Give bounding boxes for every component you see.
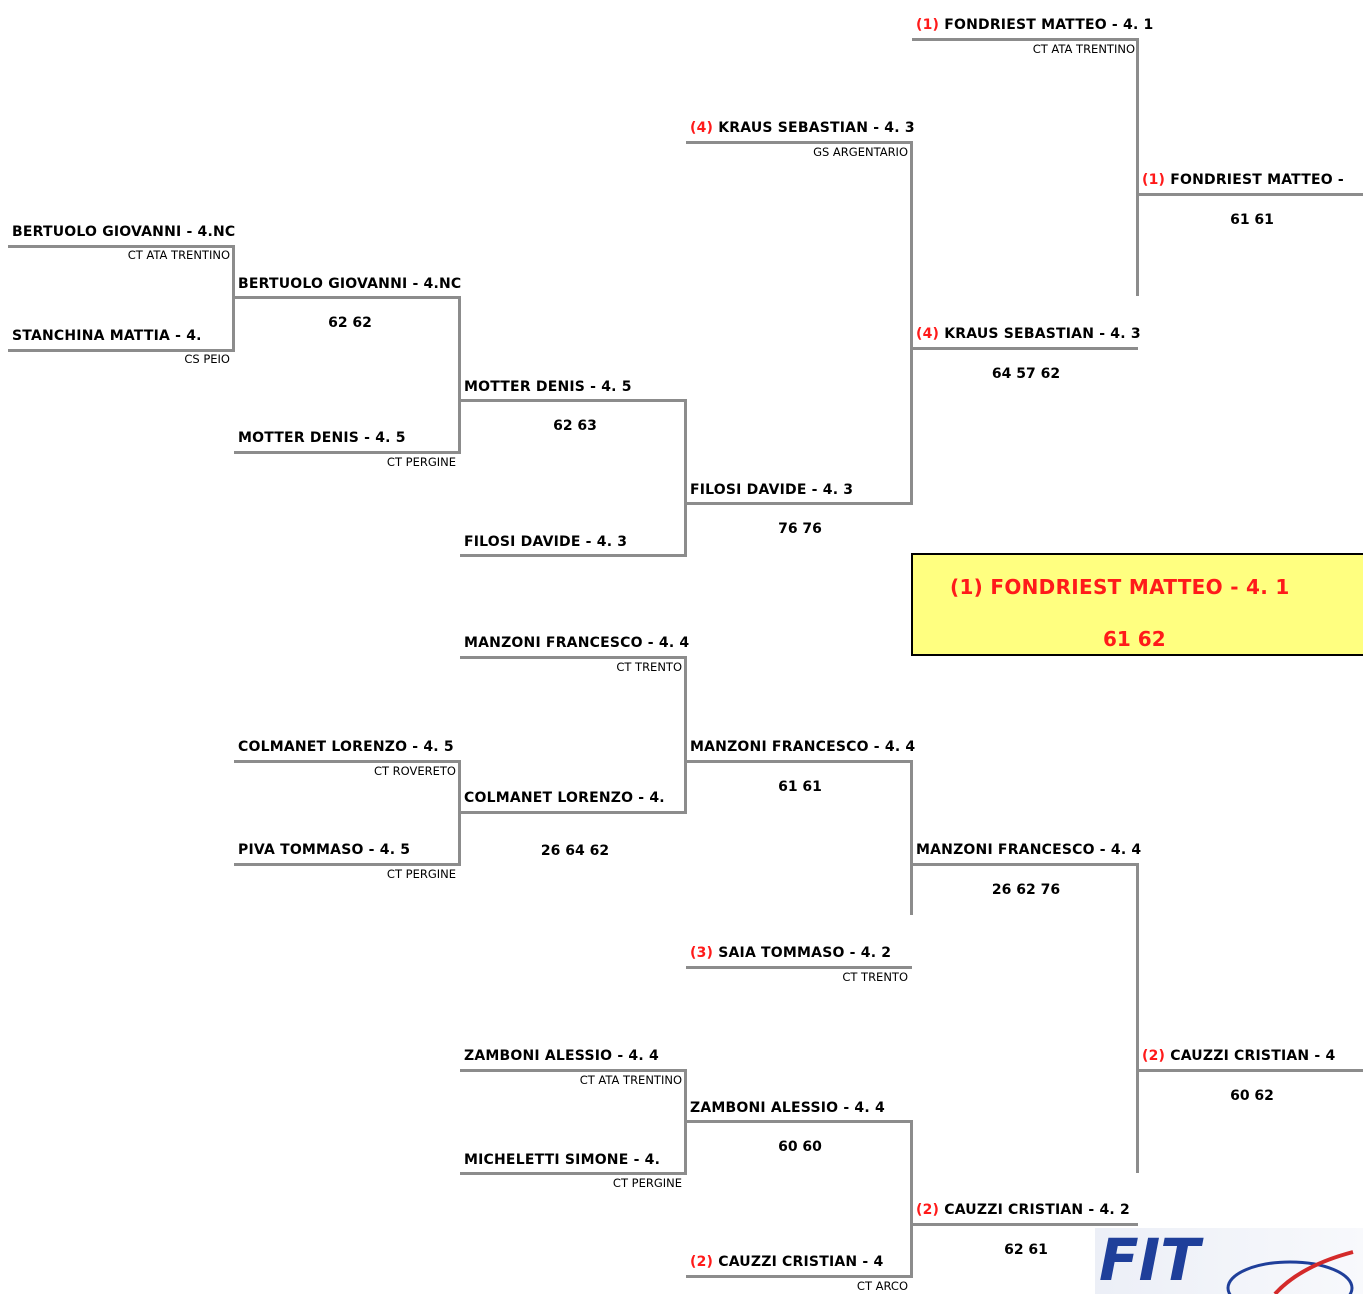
player-name: COLMANET LORENZO - 4. xyxy=(464,790,665,806)
champion-box xyxy=(911,553,1363,656)
seed-number: (2) xyxy=(690,1254,714,1270)
bracket-line xyxy=(234,296,460,299)
match-score: 76 76 xyxy=(778,521,822,537)
bracket-line xyxy=(684,656,687,814)
match-score: 60 62 xyxy=(1230,1088,1274,1104)
player-name: MANZONI FRANCESCO - 4. 4 xyxy=(690,739,916,755)
match-score: 26 64 62 xyxy=(540,843,610,859)
bracket-line xyxy=(686,966,912,969)
bracket-line xyxy=(684,399,687,557)
player-club: CT TRENTO xyxy=(842,970,908,984)
bracket-line xyxy=(910,141,913,505)
match-score: 60 60 xyxy=(778,1139,822,1155)
player-club: CT PERGINE xyxy=(386,867,456,881)
player-name: STANCHINA MATTIA - 4. xyxy=(12,328,202,344)
match-score: 62 61 xyxy=(1004,1242,1048,1258)
player-name: FILOSI DAVIDE - 4. 3 xyxy=(464,534,628,550)
player-name-text: KRAUS SEBASTIAN - 4. 3 xyxy=(718,120,915,136)
player-name: ZAMBONI ALESSIO - 4. 4 xyxy=(690,1100,885,1116)
seed-number: (4) xyxy=(916,326,940,342)
seed-number: (3) xyxy=(690,945,714,961)
player-name-text: CAUZZI CRISTIAN - 4. 2 xyxy=(944,1202,1130,1218)
bracket-line xyxy=(1136,38,1139,296)
bracket-line xyxy=(686,141,912,144)
bracket-line xyxy=(234,760,460,763)
player-club: GS ARGENTARIO xyxy=(813,145,908,159)
champion-seed: (1) xyxy=(950,575,984,599)
match-score: 64 57 62 xyxy=(991,366,1061,382)
player-name xyxy=(690,945,891,961)
seed-number: (1) xyxy=(916,17,940,33)
player-name: BERTUOLO GIOVANNI - 4.NC xyxy=(12,224,236,240)
player-name-text: CAUZZI CRISTIAN - 4 xyxy=(1170,1048,1336,1064)
bracket-line xyxy=(460,811,686,814)
player-club: CT TRENTO xyxy=(616,660,682,674)
player-name xyxy=(916,326,1141,342)
bracket-line xyxy=(234,451,460,454)
player-name xyxy=(916,1202,1130,1218)
match-score: 62 63 xyxy=(553,418,597,434)
bracket-line xyxy=(460,656,686,659)
player-name-text: FONDRIEST MATTEO - xyxy=(1170,172,1344,188)
player-club: CT ATA TRENTINO xyxy=(1032,42,1135,56)
bracket-line xyxy=(460,554,686,557)
player-name-text: KRAUS SEBASTIAN - 4. 3 xyxy=(944,326,1141,342)
player-name: ZAMBONI ALESSIO - 4. 4 xyxy=(464,1048,659,1064)
seed-number: (4) xyxy=(690,120,714,136)
fit-logo-text: FIT xyxy=(1099,1226,1200,1294)
bracket-line xyxy=(1138,1069,1363,1072)
champion-name-text: FONDRIEST MATTEO - 4. 1 xyxy=(990,575,1290,599)
seed-number: (2) xyxy=(916,1202,940,1218)
bracket-line xyxy=(1138,193,1363,196)
bracket-line xyxy=(686,760,912,763)
match-score: 26 62 76 xyxy=(991,882,1061,898)
bracket-line xyxy=(1136,863,1139,1173)
player-club: CT ARCO xyxy=(856,1279,908,1293)
bracket-line xyxy=(910,1120,913,1278)
bracket-line xyxy=(460,399,686,402)
player-name: BERTUOLO GIOVANNI - 4.NC xyxy=(238,276,462,292)
match-score: 61 61 xyxy=(1230,212,1274,228)
fit-logo-graphic xyxy=(1095,1222,1363,1294)
bracket-line xyxy=(912,863,1138,866)
bracket-line xyxy=(686,1275,912,1278)
player-name: MOTTER DENIS - 4. 5 xyxy=(464,379,632,395)
bracket-line xyxy=(460,1172,686,1175)
bracket-line xyxy=(910,760,913,915)
fit-logo xyxy=(1095,1222,1363,1294)
player-name-text: CAUZZI CRISTIAN - 4 xyxy=(718,1254,884,1270)
player-name xyxy=(916,17,1153,33)
bracket-line xyxy=(912,347,1138,350)
player-club: CT ROVERETO xyxy=(373,764,456,778)
bracket-line xyxy=(234,863,460,866)
player-name: MOTTER DENIS - 4. 5 xyxy=(238,430,406,446)
champion-score: 61 62 xyxy=(1103,627,1166,651)
player-name: FILOSI DAVIDE - 4. 3 xyxy=(690,482,854,498)
match-score: 61 61 xyxy=(778,779,822,795)
seed-number: (1) xyxy=(1142,172,1166,188)
bracket-line xyxy=(686,502,912,505)
player-name: MICHELETTI SIMONE - 4. xyxy=(464,1152,661,1168)
match-score: 62 62 xyxy=(328,315,372,331)
player-name-text: SAIA TOMMASO - 4. 2 xyxy=(718,945,892,961)
bracket-line xyxy=(458,296,461,454)
seed-number: (2) xyxy=(1142,1048,1166,1064)
player-name: MANZONI FRANCESCO - 4. 4 xyxy=(464,635,690,651)
player-club: CT ATA TRENTINO xyxy=(127,248,230,262)
player-name: PIVA TOMMASO - 4. 5 xyxy=(238,842,411,858)
player-name: MANZONI FRANCESCO - 4. 4 xyxy=(916,842,1142,858)
bracket-line xyxy=(912,38,1138,41)
player-club: CT ATA TRENTINO xyxy=(579,1073,682,1087)
player-name xyxy=(690,1254,883,1270)
player-name xyxy=(690,120,915,136)
player-name-text: FONDRIEST MATTEO - 4. 1 xyxy=(944,17,1154,33)
bracket-line xyxy=(686,1120,912,1123)
player-name xyxy=(1142,1048,1335,1064)
player-club: CT PERGINE xyxy=(386,455,456,469)
champion-name xyxy=(950,575,1290,599)
bracket-line xyxy=(460,1069,686,1072)
player-club: CT PERGINE xyxy=(612,1176,682,1190)
player-name xyxy=(1142,172,1344,188)
player-club: CS PEIO xyxy=(184,352,230,366)
player-name: COLMANET LORENZO - 4. 5 xyxy=(238,739,454,755)
